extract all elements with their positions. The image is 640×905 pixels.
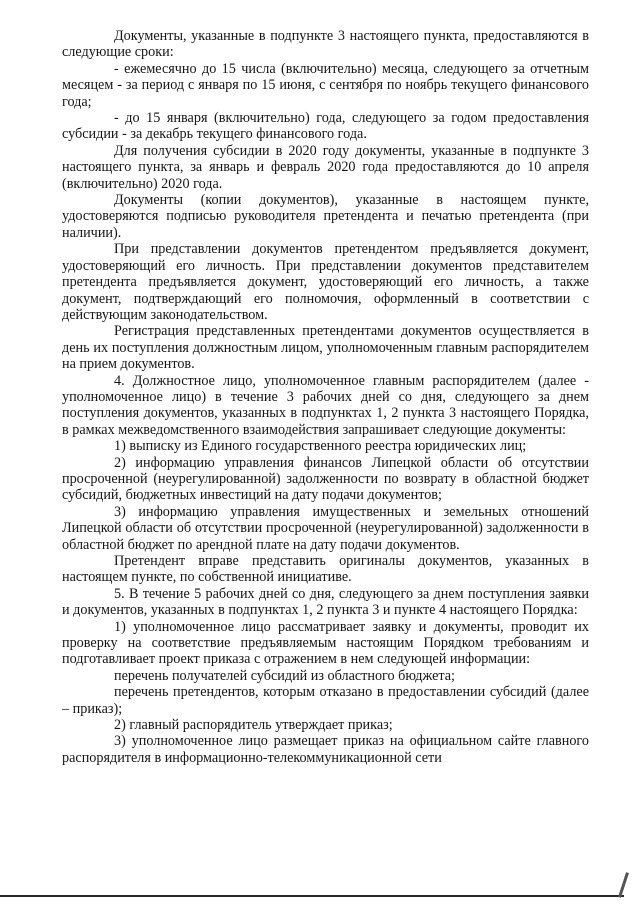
paragraph-item-5-1: 1) уполномоченное лицо рассматривает заявку и документы, проводит их проверку на соответствие предъявляемым настоящим Порядком требованиям и подготавливает проект приказа с отражением в нем следующей информации: [62, 618, 589, 668]
paragraph-identity-document: При представлении документов претендентом предъявляется документ, удостоверяющий его личность. При представлении документов представителем претендента предъявляется документ, удостоверяющий его личность, а также документ, подтверждающий его полномочия, оформленный в соответствии с действующим законодательством. [62, 241, 589, 323]
scan-edge-mark [618, 872, 629, 898]
paragraph-item-4-2: 2) информацию управления финансов Липецкой области об отсутствии просроченной (неурегулированной) задолженности по возврату в областной бюджет субсидий, бюджетных инвестиций на дату подачи документов; [62, 454, 589, 504]
paragraph-item-4-1: 1) выписку из Единого государственного реестра юридических лиц; [114, 438, 527, 455]
paragraph-originals: Претендент вправе представить оригиналы документов, указанных в настоящем пункте, по собственной инициативе. [62, 553, 589, 586]
paragraph-monthly-deadline: - ежемесячно до 15 числа (включительно) месяца, следующего за отчетным месяцем - за период с января по 15 июня, с сентября по ноябрь текущего финансового года; [62, 60, 589, 110]
paragraph-item-4-3: 3) информацию управления имущественных и земельных отношений Липецкой области об отсутствии просроченной (неурегулированной) задолженности в областной бюджет по арендной плате на дату подачи документов. [62, 503, 589, 553]
document-body [62, 28, 589, 766]
scan-bottom-edge [0, 895, 624, 897]
paragraph-january-deadline: - до 15 января (включительно) года, следующего за годом предоставления субсидии - за декабрь текущего финансового года. [62, 110, 589, 143]
paragraph-item-4: 4. Должностное лицо, уполномоченное главным распорядителем (далее - уполномоченное лицо) в течение 3 рабочих дней со дня, следующего за днем поступления документов, указанных в подпунктах 1, 2 пункта 3 настоящего Порядка, в рамках межведомственного взаимодействия запрашивает следующие документы: [62, 372, 589, 438]
paragraph-recipients-list: перечень получателей субсидий из областного бюджета; [114, 667, 456, 684]
paragraph-item-5-3: 3) уполномоченное лицо размещает приказ на официальном сайте главного распорядителя в информационно-телекоммуникационной сети [62, 733, 589, 766]
paragraph-refused-list: перечень претендентов, которым отказано в предоставлении субсидий (далее – приказ); [62, 684, 589, 717]
paragraph-item-5: 5. В течение 5 рабочих дней со дня, следующего за днем поступления заявки и документов, указанных в подпунктах 1, 2 пункта 3 и пункте 4 настоящего Порядка: [62, 585, 589, 619]
paragraph-item-5-2: 2) главный распорядитель утверждает приказ; [114, 717, 393, 734]
paragraph-document-certification: Документы (копии документов), указанные в настоящем пункте, удостоверяются подписью руководителя претендента и печатью претендента (при наличии). [62, 192, 589, 241]
paragraph-2020-subsidy: Для получения субсидии в 2020 году документы, указанные в подпункте 3 настоящего пункта, за январь и февраль 2020 года предоставляются до 10 апреля (включительно) 2020 года. [62, 142, 589, 192]
paragraph-registration: Регистрация представленных претендентами документов осуществляется в день их поступления должностным лицом, уполномоченным главным распорядителем на прием документов. [62, 323, 589, 373]
paragraph-deadlines-intro: Документы, указанные в подпункте 3 настоящего пункта, предоставляются в следующие сроки: [62, 28, 589, 61]
